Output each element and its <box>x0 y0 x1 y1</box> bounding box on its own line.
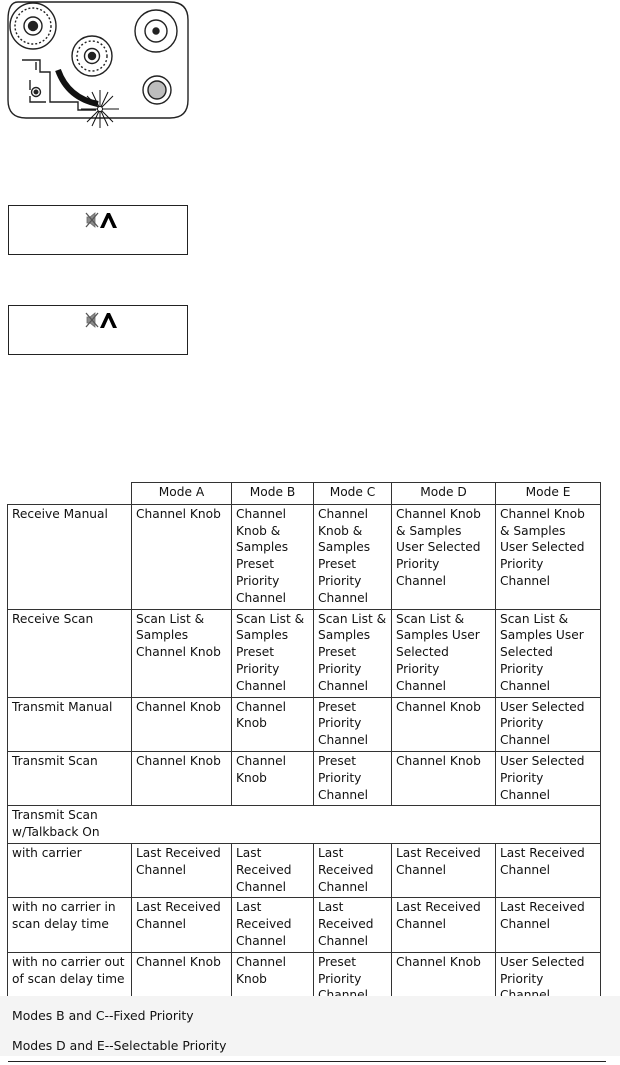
row-label: Receive Manual <box>8 504 132 609</box>
table-cell: Last Received Channel <box>132 898 232 952</box>
priority-caret-icon <box>100 313 117 328</box>
table-cell: Scan List & Samples User Selected Priority Channel <box>392 609 496 697</box>
note-fixed-priority: Modes B and C--Fixed Priority <box>12 1008 194 1023</box>
table-cell: Last Received Channel <box>496 843 601 897</box>
table-cell: Last Received Channel <box>392 843 496 897</box>
header-mode-e: Mode E <box>496 483 601 505</box>
table-cell: Last Received Channel <box>314 843 392 897</box>
table-row <box>8 898 601 952</box>
row-label: with no carrier in scan delay time <box>8 898 132 952</box>
table-cell: Preset Priority Channel <box>314 751 392 805</box>
table-cell: Last Received Channel <box>496 898 601 952</box>
table-row <box>8 504 601 609</box>
notes-box <box>0 996 620 1056</box>
table-corner <box>8 483 132 505</box>
table-cell: Scan List & Samples Preset Priority Channel <box>232 609 314 697</box>
header-mode-c: Mode C <box>314 483 392 505</box>
table-cell: Channel Knob <box>232 751 314 805</box>
note-selectable-priority: Modes D and E--Selectable Priority <box>12 1038 227 1053</box>
table-cell: User Selected Priority Channel <box>496 751 601 805</box>
table-cell: Preset Priority <box>314 952 392 1006</box>
table-cell: Scan List & Samples Preset Priority Channel <box>314 609 392 697</box>
table-cell: Channel Knob <box>132 504 232 609</box>
table-cell: Channel Knob <box>232 952 314 1006</box>
row-label: Transmit Scan w/Talkback On <box>8 806 601 844</box>
table-cell: User Selected Priority Channel <box>496 697 601 751</box>
table-cell: Channel Knob <box>132 952 232 1006</box>
table-cell: Channel Knob <box>132 697 232 751</box>
table-cell: Last Received Channel <box>392 898 496 952</box>
row-label: Transmit Scan <box>8 751 132 805</box>
table-cell: Channel Knob & Samples Preset Priority Channel <box>314 504 392 609</box>
table-cell: Scan List & Samples Channel Knob <box>132 609 232 697</box>
table-cell: Last Received Channel <box>232 898 314 952</box>
table-row <box>8 751 601 805</box>
mode-table <box>7 482 601 1007</box>
speaker-muted-icon <box>86 213 98 227</box>
footer-divider <box>8 1061 606 1062</box>
table-cell: Channel Knob <box>392 952 496 1006</box>
mode-table-section <box>0 475 620 1055</box>
table-cell: Last Received Channel <box>132 843 232 897</box>
radio-top-panel-diagram <box>0 0 195 140</box>
header-mode-a: Mode A <box>132 483 232 505</box>
priority-caret-icon <box>100 213 117 228</box>
table-cell: Last Received Channel <box>232 843 314 897</box>
row-label: Receive Scan <box>8 609 132 697</box>
table-cell: Preset Priority Channel <box>314 697 392 751</box>
table-cell: User Selected Priority <box>496 952 601 1006</box>
table-header-row <box>8 483 601 505</box>
table-cell: Channel Knob <box>392 751 496 805</box>
table-cell: Channel Knob & Samples Preset Priority Channel <box>232 504 314 609</box>
table-row <box>8 609 601 697</box>
lcd-display <box>8 305 188 355</box>
speaker-muted-icon <box>86 313 98 327</box>
table-row <box>8 697 601 751</box>
table-cell: Channel Knob & Samples User Selected Priority Channel <box>496 504 601 609</box>
row-label: with no carrier out of scan delay time <box>8 952 132 1006</box>
table-cell: Channel Knob <box>232 697 314 751</box>
header-mode-d: Mode D <box>392 483 496 505</box>
header-mode-b: Mode B <box>232 483 314 505</box>
table-cell: Channel Knob <box>132 751 232 805</box>
table-cell: Channel Knob & Samples User Selected Priority Channel <box>392 504 496 609</box>
table-row <box>8 843 601 897</box>
row-label: with carrier <box>8 843 132 897</box>
row-label: Transmit Manual <box>8 697 132 751</box>
table-cell: Last Received Channel <box>314 898 392 952</box>
table-cell: Channel Knob <box>392 697 496 751</box>
table-cell: Scan List & Samples User Selected Priority Channel <box>496 609 601 697</box>
lcd-display <box>8 205 188 255</box>
table-row <box>8 806 601 844</box>
